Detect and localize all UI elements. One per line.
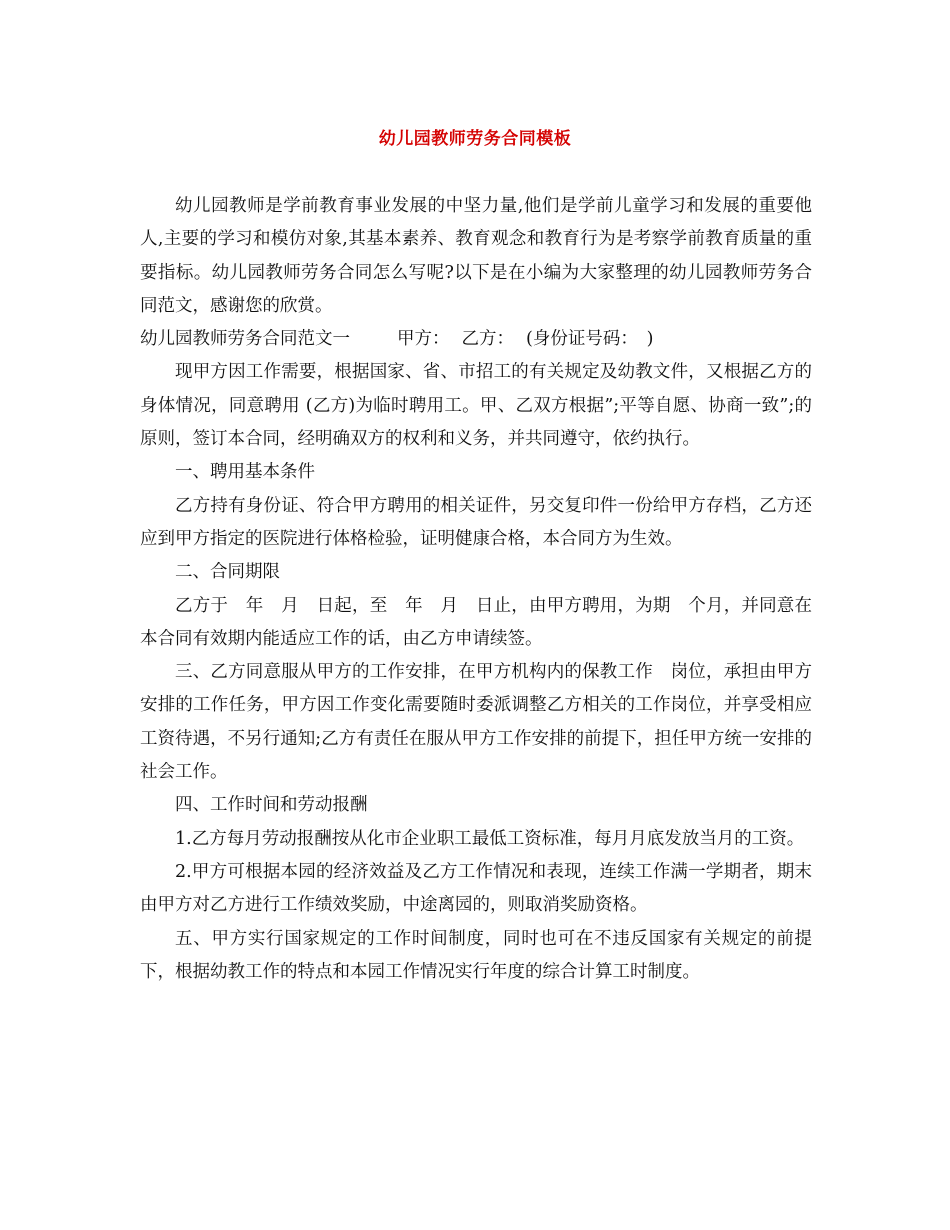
sample-header-label: 幼儿园教师劳务合同范文一 — [140, 329, 350, 350]
document-title: 幼儿园教师劳务合同模板 — [378, 129, 572, 149]
section-body-2: 乙方于 年 月 日起，至 年 月 日止，由甲方聘用，为期 个月，并同意在本合同有效期内能适应工作的话，由乙方申请续签。 — [140, 595, 812, 649]
section-4-item-2: 2.甲方可根据本园的经济效益及乙方工作情况和表现，连续工作满一学期者，期末由甲方对乙方进行工作绩效奖励，中途离园的，则取消奖励资格。 — [140, 861, 812, 916]
intro-paragraph: 幼儿园教师是学前教育事业发展的中坚力量,他们是学前儿童学习和发展的重要他人,主要的学习和模仿对象,其基本素养、教育观念和教育行为是考察学前教育质量的重要指标。幼儿园教师劳务合同怎么写呢?以下是在小编为大家整理的幼儿园教师劳务合同范文，感谢您的欣赏。 — [140, 196, 812, 316]
contract-preamble: 现甲方因工作需要，根据国家、省、市招工的有关规定及幼教文件，又根据乙方的身体情况，同意聘用 (乙方)为临时聘用工。甲、乙双方根据”;平等自愿、协商一致”;的原则，签订本合同，经明确双方的权利和义务，并共同遵守，依约执行。 — [140, 362, 812, 450]
party-a-label: 甲方： — [397, 329, 450, 350]
section-heading-2: 二、合同期限 — [175, 562, 280, 583]
party-b-label: 乙方： — [461, 329, 514, 350]
sample-header — [140, 323, 812, 356]
section-3: 三、乙方同意服从甲方的工作安排，在甲方机构内的保教工作 岗位，承担由甲方安排的工作任务，甲方因工作变化需要随时委派调整乙方相关的工作岗位，并享受相应工资待遇，不另行通知;乙方有责任在服从甲方工作安排的前提下，担任甲方统一安排的社会工作。 — [140, 662, 812, 783]
document-body — [140, 190, 812, 989]
section-body-1: 乙方持有身份证、符合甲方聘用的相关证件，另交复印件一份给甲方存档，乙方还应到甲方指定的医院进行体格检验，证明健康合格，本合同方为生效。 — [140, 495, 812, 549]
id-number-label: (身份证号码： ) — [526, 329, 654, 350]
section-4-item-1: 1.乙方每月劳动报酬按从化市企业职工最低工资标准，每月月底发放当月的工资。 — [175, 828, 805, 849]
section-heading-1: 一、聘用基本条件 — [175, 462, 315, 483]
section-5: 五、甲方实行国家规定的工作时间制度，同时也可在不违反国家有关规定的前提下，根据幼教工作的特点和本园工作情况实行年度的综合计算工时制度。 — [140, 928, 812, 982]
section-heading-4: 四、工作时间和劳动报酬 — [175, 795, 368, 816]
